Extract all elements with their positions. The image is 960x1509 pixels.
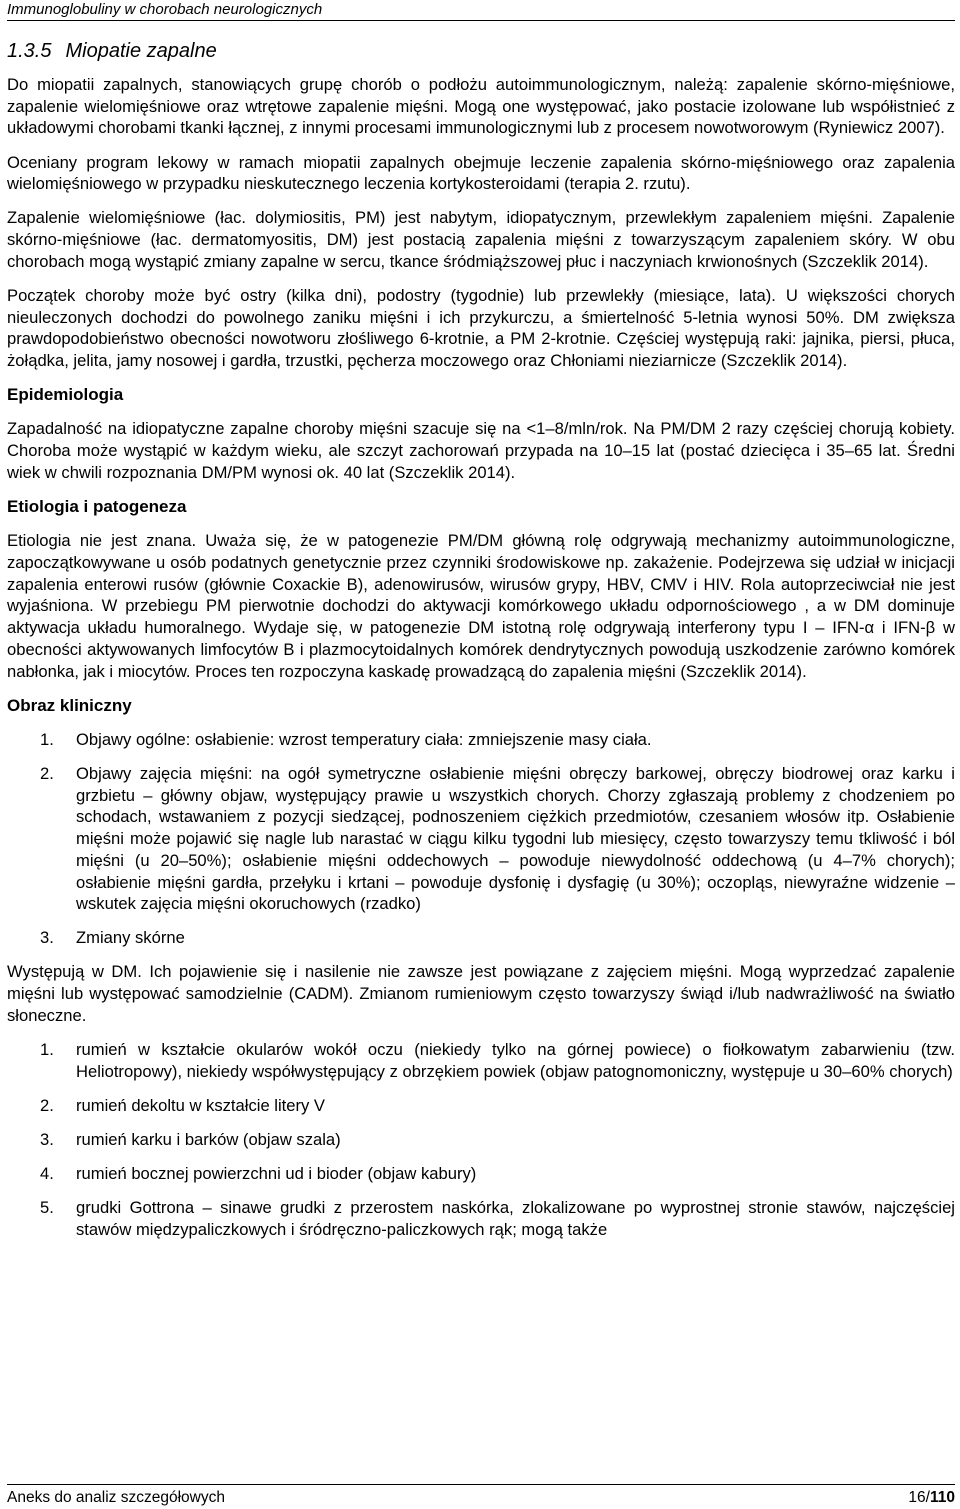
list-item-text: rumień w kształcie okularów wokół oczu (niekiedy tylko na górnej powiece) o fiołkowatym zabarwieniu (tzw. Heliotropowy), niekiedy współwystępujący z obrzękiem powiek (objaw patognomoniczny, występuje u 30–60% chorych) [76, 1039, 955, 1081]
list-number: 2. [40, 764, 54, 784]
paragraph-definitions: Zapalenie wielomięśniowe (łac. dolymiositis, PM) jest nabytym, idiopatycznym, przewlekłym zapaleniem mięśni. Zapalenie skórno-mięśniowe (łac. dermatomyositis, DM) jest postacią zapalenia mięśni z towarzyszącym zapaleniem skóry. W obu chorobach mogą wystąpić zmiany zapalne w sercu, tkance śródmiąższowej płuc i naczyniach krwionośnych (Szczeklik 2014). [7, 208, 955, 271]
heading-etiology: Etiologia i patogeneza [7, 496, 187, 516]
footer-document-name: Aneks do analiz szczegółowych [7, 1489, 225, 1506]
total-pages: 110 [929, 1489, 955, 1506]
skin-list [7, 1039, 955, 1240]
list-item-text: rumień dekoltu w kształcie litery V [76, 1095, 325, 1115]
list-item-text: Objawy ogólne: osłabienie: wzrost temperatury ciała: zmniejszenie masy ciała. [76, 729, 652, 749]
list-item-text: Objawy zajęcia mięśni: na ogół symetryczne osłabienie mięśni obręczy barkowej, obręczy biodrowej oraz karku i grzbietu – główny objaw, występujący prawie u wszystkich chorych. Chorzy zgłaszają problemy z chodzeniem po schodach, wstawaniem z pozycji siedzącej, podnoszeniem ciężkich przedmiotów, czesaniem włosów itp. Osłabienie mięśni może pojawić się nagle lub narastać w ciągu kilku tygodni lub miesięcy, często towarzyszy temu tkliwość i ból mięśni (u 20–50%); osłabienie mięśni oddechowych – powoduje niewydolność oddechową (u 4–7% chorych); osłabienie mięśni gardła, przełyku i krtani – powoduje dysfonię i dysfagię (u 30%); oczopląs, niewyraźne widzenie – wskutek zajęcia mięśni okoruchowych (rzadko) [76, 764, 955, 914]
section-number: 1.3.5 [7, 40, 52, 62]
list-item-text: rumień karku i barków (objaw szala) [76, 1129, 341, 1149]
clinical-list [7, 729, 955, 949]
list-item [7, 1095, 955, 1117]
list-item-text: grudki Gottrona – sinawe grudki z przerostem naskórka, zlokalizowane po wyprostnej stronie stawów, najczęściej stawów międzypaliczkowych i śródręczno-paliczkowych rąk; mogą także [76, 1198, 955, 1239]
list-number: 5. [40, 1198, 54, 1218]
paragraph-epidemiology: Zapadalność na idiopatyczne zapalne choroby mięśni szacuje się na <1–8/mln/rok. Na PM/DM 2 razy częściej chorują kobiety. Choroba może wystąpić w każdym wieku, ale szczyt zachorowań przypada na 10–15 lat (postać dziecięca i 35–65 lat. Średni wiek w chwili rozpoznania DM/PM wynosi ok. 40 lat (Szczeklik 2014). [7, 419, 955, 482]
list-number: 3. [40, 1129, 54, 1149]
paragraph-intro: Do miopatii zapalnych, stanowiących grupę chorób o podłożu autoimmunologicznym, należą: zapalenie skórno-mięśniowe, zapalenie wielomięśniowe oraz wtrętowe zapalenie mięśni. Mogą one występować, jako postacie izolowane lub współistnieć z układowymi chorobami tkanki łącznej, z innymi procesami immunologicznymi lub z procesem nowotworowym (Ryniewicz 2007). [7, 75, 955, 138]
list-item [7, 1039, 955, 1082]
list-number: 1. [40, 729, 54, 749]
current-page: 16 [908, 1489, 926, 1506]
list-number: 4. [40, 1163, 54, 1183]
list-item [7, 1197, 955, 1240]
paragraph-etiology: Etiologia nie jest znana. Uważa się, że w patogenezie PM/DM główną rolę odgrywają mechanizmy autoimmunologiczne, zapoczątkowywane u osób podatnych genetycznie przez czynniki środowiskowe np. zakażenie. Podejrzewa się udział w inicjacji zapalenia enterowi rusów (głównie Coxackie B), adenowirusów, wirusów grypy, HBV, CMV i HIV. Rola autoprzeciwciał nie jest wyjaśniona. W przebiegu PM pierwotnie dochodzi do aktywacji komórkowego układu odpornościowego , a w DM dominuje aktywacja układu humoralnego. Wydaje się, w patogenezie DM istotną rolę odgrywają interferony typu I – IFN-α i IFN-β w obecności aktywowanych limfocytów B i plazmocytoidalnych komórek dendrytycznych powodują uszkodzenie zarówno komórek nabłonka, jak i miocytów. Proces ten rozpoczyna kaskadę prowadzącą do zapalenia mięśni (Szczeklik 2014). [7, 531, 955, 681]
running-header: Immunoglobuliny w chorobach neurologicznych [7, 0, 955, 21]
section-title [7, 38, 217, 64]
page-footer [7, 1484, 955, 1509]
list-number: 1. [40, 1039, 54, 1059]
document-body [7, 74, 955, 1253]
paragraph-program: Oceniany program lekowy w ramach miopatii zapalnych obejmuje leczenie zapalenia skórno-mięśniowego oraz zapalenia wielomięśniowego w przypadku nieskutecznego leczenia kortykosteroidami (terapia 2. rzutu). [7, 152, 955, 194]
list-item-text: Zmiany skórne [76, 928, 185, 948]
paragraph-course: Początek choroby może być ostry (kilka dni), podostry (tygodnie) lub przewlekły (miesiące, lata). U większości chorych nieuleczonych dochodzi do powolnego zaniku mięśni i ich przykurczu, a śmiertelność 5-letnia wynosi 50%. DM zwiększa prawdopodobieństwo obecności nowotworu złośliwego 6-krotnie, a PM 2-krotnie. Częściej występują raki: jajnika, piersi, płuca, żołądka, jelita, jamy nosowej i gardła, trzustki, pęcherza moczowego oraz Chłoniami nieziarnicze (Szczeklik 2014). [7, 285, 955, 370]
list-number: 2. [40, 1095, 54, 1115]
list-item [7, 1129, 955, 1151]
list-item [7, 763, 955, 915]
page-counter [908, 1487, 955, 1509]
list-number: 3. [40, 928, 54, 948]
list-item [7, 1163, 955, 1185]
heading-clinical: Obraz kliniczny [7, 695, 132, 715]
heading-epidemiology: Epidemiologia [7, 385, 124, 404]
section-title-text: Miopatie zapalne [65, 40, 217, 62]
list-item [7, 729, 955, 751]
list-item-text: rumień bocznej powierzchni ud i bioder (objaw kabury) [76, 1163, 477, 1183]
paragraph-skin-intro: Występują w DM. Ich pojawienie się i nasilenie nie zawsze jest powiązane z zajęciem mięśni. Mogą wyprzedzać zapalenie mięśni lub występować samodzielnie (CADM). Zmianom rumieniowym często towarzyszy świąd i/lub nadwrażliwość na światło słoneczne. [7, 962, 955, 1025]
page-separator: / [925, 1489, 930, 1506]
list-item [7, 927, 955, 949]
